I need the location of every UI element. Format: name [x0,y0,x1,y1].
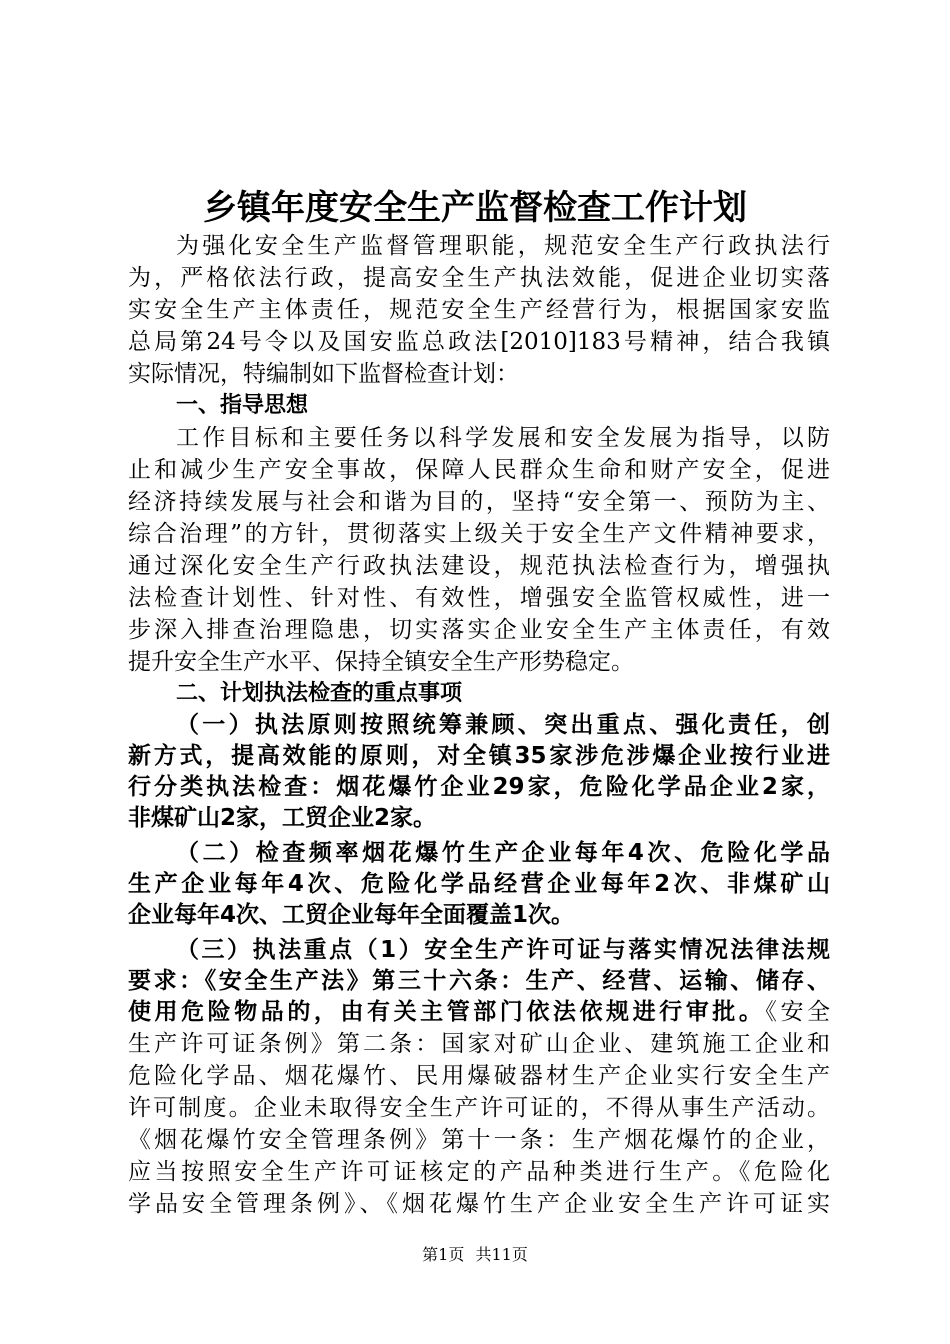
text-line: 为强化安全生产监督管理职能，规范安全生产行政执法行 [176,233,830,259]
document-title: 乡镇年度安全生产监督检查工作计划 [203,188,747,228]
text-line: 工作目标和主要任务以科学发展和安全发展为指导，以防 [176,425,830,451]
text-line: （三）执法重点（1）安全生产许可证与落实情况法律法规 [176,937,830,963]
text-line: 许可制度。企业未取得安全生产许可证的，不得从事生产活动。 [128,1095,830,1121]
section1-paragraph [128,422,830,678]
text-line: 要求：《安全生产法》第三十六条：生产、经营、运输、储存、 [128,968,830,994]
item1-paragraph [128,710,830,834]
item3-paragraph [128,935,830,1220]
text-segment: 使用危险物品的，由有关主管部门依法依规进行审批。 [128,999,766,1025]
page-number: 第1页 [422,1245,465,1264]
text-line: 为，严格依法行政，提高安全生产执法效能，促进企业切实落 [128,265,830,291]
text-line: 生产企业每年4次、危险化学品经营企业每年2次、非煤矿山 [128,871,830,897]
text-line: 综合治理”的方针，贯彻落实上级关于安全生产文件精神要求， [128,521,830,547]
intro-paragraph [128,230,830,390]
text-line: 新方式，提高效能的原则，对全镇35家涉危涉爆企业按行业进 [128,743,830,769]
text-line: （一）执法原则按照统筹兼顾、突出重点、强化责任，创 [176,712,830,738]
text-line: 实安全生产主体责任，规范安全生产经营行为，根据国家安监 [128,297,830,323]
text-line: （二）检查频率烟花爆竹生产企业每年4次、危险化学品 [176,840,830,866]
page-total: 共11页 [475,1245,528,1264]
text-line: 通过深化安全生产行政执法建设，规范执法检查行为，增强执 [128,553,830,579]
page-footer [0,1244,950,1266]
item2-paragraph [128,838,830,931]
text-line: 总局第24号令以及国安监总政法[2010]183号精神，结合我镇 [128,329,830,355]
text-line: 《烟花爆竹安全管理条例》第十一条：生产烟花爆竹的企业， [128,1127,830,1153]
text-line: 应当按照安全生产许可证核定的产品种类进行生产。《危险化 [128,1159,830,1185]
text-line [128,997,830,1028]
text-line: 止和减少生产安全事故，保障人民群众生命和财产安全，促进 [128,457,830,483]
document-body [128,230,830,1220]
section-heading: 一、指导思想 [176,393,309,418]
text-line: 学品安全管理条例》、《烟花爆竹生产企业安全生产许可证实 [128,1191,830,1217]
text-line: 步深入排查治理隐患，切实落实企业安全生产主体责任，有效 [128,617,830,643]
section-heading: 二、计划执法检查的重点事项 [176,681,463,706]
text-line: 提升安全生产水平、保持全镇安全生产形势稳定。 [128,649,634,675]
text-line: 经济持续发展与社会和谐为目的，坚持“安全第一、预防为主、 [128,489,830,515]
text-line: 非煤矿山2家，工贸企业2家。 [128,805,437,831]
text-line: 法检查计划性、针对性、有效性，增强安全监管权威性，进一 [128,585,830,611]
text-line: 生产许可证条例》第二条：国家对矿山企业、建筑施工企业和 [128,1031,830,1057]
text-line: 行分类执法检查：烟花爆竹企业29家，危险化学品企业2家， [128,774,830,800]
text-line: 实际情况，特编制如下监督检查计划： [128,361,519,387]
text-line: 企业每年4次、工贸企业每年全面覆盖1次。 [128,902,575,928]
text-line: 危险化学品、烟花爆竹、民用爆破器材生产企业实行安全生产 [128,1063,830,1089]
text-segment: 《安全 [765,999,830,1025]
